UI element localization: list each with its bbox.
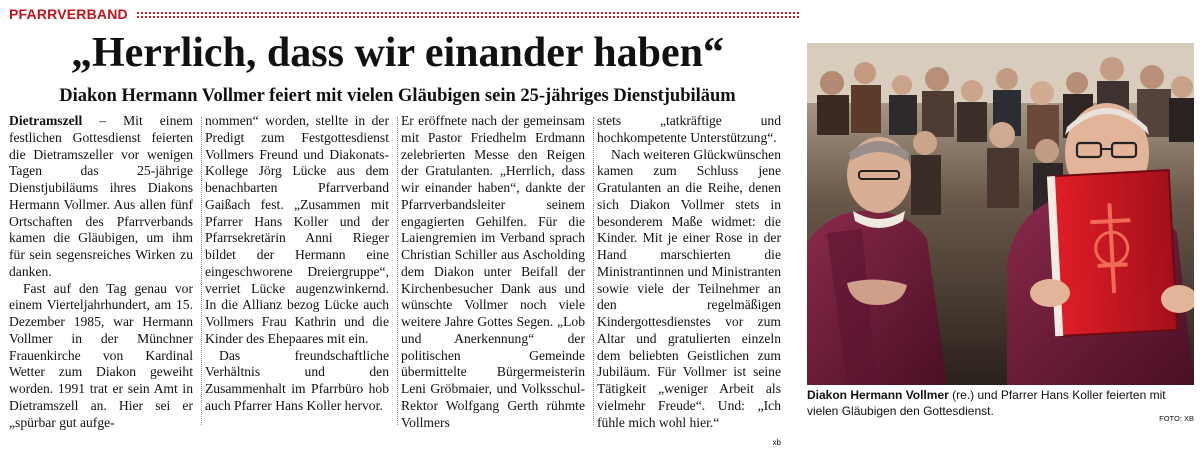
article-column-4 (597, 113, 781, 452)
article-column-3 (401, 113, 585, 431)
caption-subject: Diakon Hermann Vollmer (807, 388, 949, 402)
photo-caption (807, 388, 1194, 419)
subheadline: Diakon Hermann Vollmer feiert mit vielen Gläubigen sein 25-jähriges Dienstjubiläum (59, 86, 736, 106)
photo-credit: FOTO: XB (1159, 414, 1194, 423)
article-column-2 (205, 113, 389, 415)
article-column-1 (9, 113, 193, 431)
author-initials: xb (772, 438, 781, 448)
article-body (9, 113, 794, 448)
paragraph: nommen“ worden, stellte in der Predigt zum Festgottesdienst Vollmers Freund und Diakonats-Kollege Jörg Lücke aus dem benachbarten Pfarrverband Gaißach fest. „Zusammen mit Pfarrer Hans Koller und der Pfarrsekretärin Anni Rieger bildet der Hermann eine eingeschworene Dreiergruppe“, verriet Lücke augenzwinkernd. In die Allianz bezog Lücke auch Vollmers Frau Kathrin und die Kinder des Ehepaares mit ein. (205, 113, 389, 346)
article-photo (807, 43, 1194, 385)
section-kicker (9, 3, 799, 25)
headline: „Herrlich, dass wir einander haben“ (71, 30, 724, 76)
paragraph: Fast auf den Tag genau vor einem Vierteljahrhundert, am 15. Dezember 1985, war Hermann Vollmer in der Münchner Frauenkirche von Kardinal Wetter zum Diakon geweiht worden. 1991 trat er sein Amt in Dietramszell an. Hier sei er „spürbar gut aufge- (9, 280, 193, 430)
paragraph: stets „tatkräftige und hochkompetente Unterstützung“. (597, 113, 781, 145)
column-divider (397, 117, 399, 425)
paragraph: Das freundschaftliche Verhältnis und den Zusammenhalt im Pfarrbüro hob auch Pfarrer Hans Koller hervor. (205, 347, 389, 413)
dateline: Dietramszell (9, 113, 83, 128)
paragraph: – Mit einem festlichen Gottesdienst feierten die Dietramszeller vor wenigen Tagen das 25-jährige Dienstjubiläums ihres Diakons Hermann Vollmer. Aus allen fünf Ortschaften des Pfarrverbands kamen die Gläubigen, um ihm für sein segensreiches Wirken zu danken. (9, 113, 193, 279)
photo-illustration (807, 43, 1194, 385)
column-divider (201, 117, 203, 425)
caption-text: (re.) und Pfarrer Hans Koller feierten mit vielen Gläubigen den Gottesdienst. (807, 388, 1166, 418)
column-divider (593, 117, 595, 425)
section-label: PFARRVERBAND (9, 6, 128, 22)
paragraph: Er eröffnete nach der gemeinsam mit Pastor Friedhelm Erdmann zelebrierten Messe den Reigen der Gratulanten. „Herrlich, dass wir einander haben“, dankte der Pfarrverbandsleiter seinem engagierten Gehilfen. Für die Laiengremien im Verband sprach Christian Schiller aus Ascholding dem Diakon unter Beifall der Kirchenbesucher Dank aus und wünschte Vollmer noch viele weitere Jahre Gottes Segen. „Lob und Anerkennung“ der politischen Gemeinde übermittelte Bürgermeisterin Leni Gröbmaier, und Volksschul-Rektor Wolfgang Gerth rühmte Vollmers (401, 113, 585, 430)
kicker-dotted-rule (136, 11, 799, 18)
paragraph: Nach weiteren Glückwünschen kamen zum Schluss jene Gratulanten an die Reihe, denen sich Diakon Vollmer stets in besonderem Maße widmet: die Kinder. Mit je einer Rose in der Hand marschierten die Ministrantinnen und Ministranten sowie viele der Teilnehmer an den regelmäßigen Kindergottesdienstes vor zum Altar und gratulierten einzeln dem beliebten Geistlichen zum Jubiläum. Für Vollmer ist seine Tätigkeit „weniger Arbeit als vielmehr Freude“. Und: „Ich fühle mich wohl hier.“ (597, 146, 781, 430)
